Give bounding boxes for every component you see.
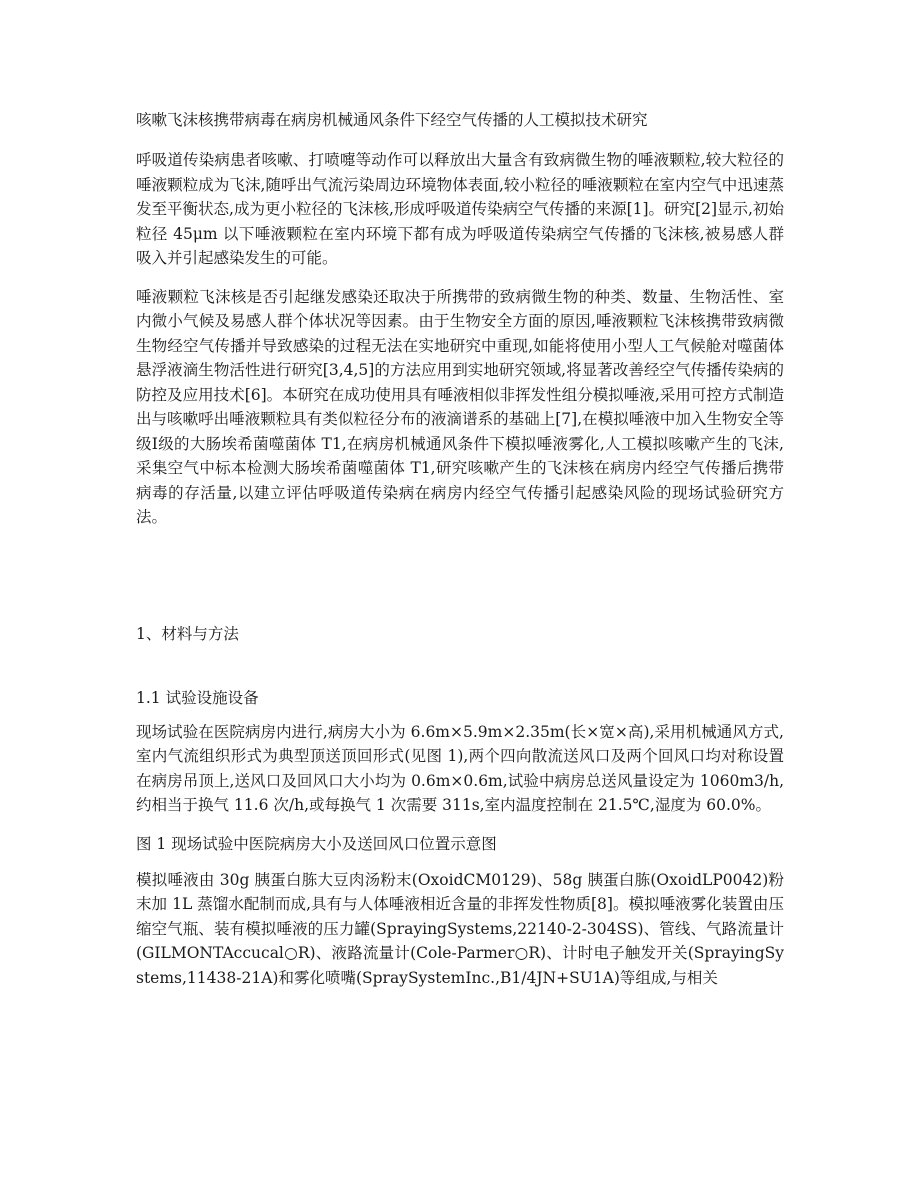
facilities-paragraph: 现场试验在医院病房内进行,病房大小为 6.6m×5.9m×2.35m(长×宽×高),采用机械通风方式,室内气流组织形式为典型顶送顶回形式(见图 1),两个四向散流送风口及两个回风口均对称设置在病房吊顶上,送风口及回风口大小均为 0.6m×0.6m,试验中病房总送风量设定为 1060m3/h,约相当于换气 11.6 次/h,或每换气 1 次需要 311s,室内温度控制在 21.5℃,湿度为 60.0%。 bbox=[136, 722, 784, 814]
intro-paragraph-2: 唾液颗粒飞沫核是否引起继发感染还取决于所携带的致病微生物的种类、数量、生物活性、室内微小气候及易感人群个体状况等因素。由于生物安全方面的原因,唾液颗粒飞沫核携带致病微生物经空气传播并导致感染的过程无法在实地研究中重现,如能将使用小型人工气候舱对噬菌体悬浮液滴生物活性进行研究[3,4,5]的方法应用到实地研究领域,将显著改善经空气传播传染病的防控及应用技术[6]。本研究在成功使用具有唾液相似非挥发性组分模拟唾液,采用可控方式制造出与咳嗽呼出唾液颗粒具有类似粒径分布的液滴谱系的基础上[7],在模拟唾液中加入生物安全等级Ⅰ级的大肠埃希菌噬菌体 T1,在病房机械通风条件下模拟唾液雾化,人工模拟咳嗽产生的飞沫,采集空气中标本检测大肠埃希菌噬菌体 T1,研究咳嗽产生的飞沫核在病房内经空气传播后携带病毒的存活量,以建立评估呼吸道传染病在病房内经空气传播引起感染风险的现场试验研究方法。 bbox=[136, 287, 784, 526]
subsection-heading-facilities: 1.1 试验设施设备 bbox=[136, 688, 259, 707]
document-page bbox=[136, 100, 784, 1004]
section-spacer bbox=[136, 544, 784, 622]
simulated-saliva-paragraph: 模拟唾液由 30g 胰蛋白胨大豆肉汤粉末(OxoidCM0129)、58g 胰蛋白胨(OxoidLP0042)粉末加 1L 蒸馏水配制而成,具有与人体唾液相近含量的非挥发性物质[8]。模拟唾液雾化装置由压缩空气瓶、装有模拟唾液的压力罐(SprayingSystems,22140-2-304SS)、管线、气路流量计(GILMONTAccucal○R)、液路流量计(Cole-Parmer○R)、计时电子触发开关(SprayingSystems,11438-21A)和雾化喷嘴(SpraySystemInc.,B1/4JN+SU1A)等组成,与相关 bbox=[136, 870, 784, 987]
section-heading-materials-methods: 1、材料与方法 bbox=[136, 624, 239, 643]
intro-paragraph-1: 呼吸道传染病患者咳嗽、打喷嚏等动作可以释放出大量含有致病微生物的唾液颗粒,较大粒径的唾液颗粒成为飞沫,随呼出气流污染周边环境物体表面,较小粒径的唾液颗粒在室内空气中迅速蒸发至平衡状态,成为更小粒径的飞沫核,形成呼吸道传染病空气传播的来源[1]。研究[2]显示,初始粒径 45μm 以下唾液颗粒在室内环境下都有成为呼吸道传染病空气传播的飞沫核,被易感人群吸入并引起感染发生的可能。 bbox=[136, 151, 784, 267]
document-title: 咳嗽飞沫核携带病毒在病房机械通风条件下经空气传播的人工模拟技术研究 bbox=[136, 111, 648, 129]
figure-1-caption: 图 1 现场试验中医院病房大小及送回风口位置示意图 bbox=[136, 834, 497, 853]
